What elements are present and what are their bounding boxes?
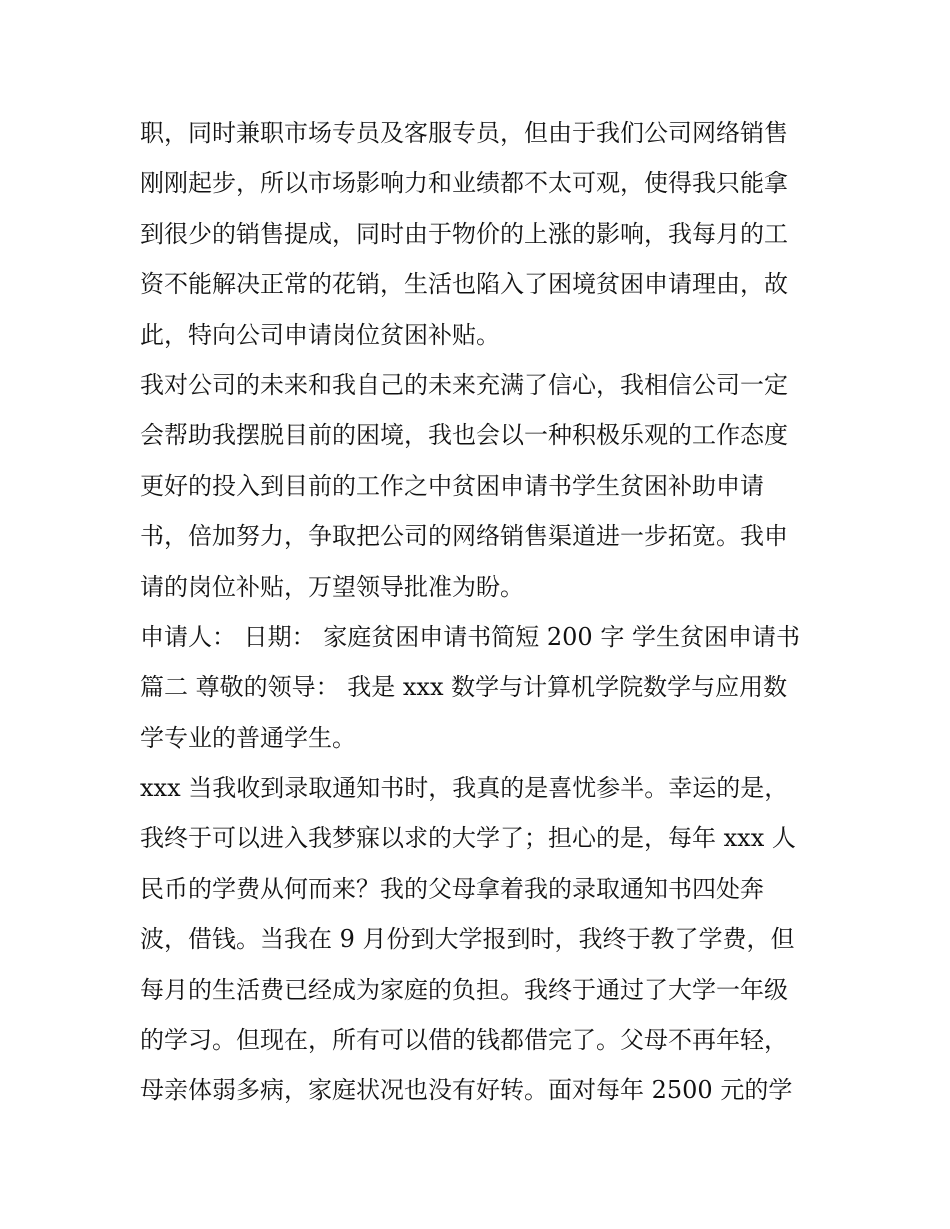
text-line: 到很少的销售提成，同时由于物价的上涨的影响，我每月的工 [140,219,788,248]
text-line: 此，特向公司申请岗位贫困补贴。 [140,320,500,349]
text-line: 我终于可以进入我梦寐以求的大学了；担心的是，每年 xxx 人 [140,824,796,853]
text-line: 申请人： 日期： 家庭贫困申请书简短 200 字 学生贫困申请书 [140,622,800,651]
text-line: 波，借钱。当我在 9 月份到大学报到时，我终于教了学费，但 [140,925,795,954]
text-line: 刚刚起步，所以市场影响力和业绩都不太可观，使得我只能拿 [140,169,788,198]
paragraph [140,612,820,763]
text-line: 篇二 尊敬的领导： 我是 xxx 数学与计算机学院数学与应用数 [140,673,788,702]
text-line: 会帮助我摆脱目前的困境，我也会以一种积极乐观的工作态度 [140,421,788,450]
text-line: 请的岗位补贴，万望领导批准为盼。 [140,572,524,601]
text-line: 职，同时兼职市场专员及客服专员，但由于我们公司网络销售 [140,119,788,147]
text-line: 学专业的普通学生。 [140,723,356,752]
paragraph [140,360,820,612]
text-line: 民币的学费从何而来？我的父母拿着我的录取通知书四处奔 [140,874,764,903]
text-line: 书，倍加努力，争取把公司的网络销售渠道进一步拓宽。我申 [140,522,788,551]
paragraph [140,108,820,360]
text-line: 更好的投入到目前的工作之中贫困申请书学生贫困补助申请 [140,471,764,500]
text-line: 的学习。但现在，所有可以借的钱都借完了。父母不再年轻， [140,1026,788,1055]
paragraph [140,763,820,1116]
text-line: 母亲体弱多病，家庭状况也没有好转。面对每年 2500 元的学 [140,1076,793,1105]
document-body [140,108,820,1116]
text-line: 我对公司的未来和我自己的未来充满了信心，我相信公司一定 [140,370,788,399]
text-line: 资不能解决正常的花销，生活也陷入了困境贫困申请理由，故 [140,270,788,299]
text-line: xxx 当我收到录取通知书时，我真的是喜忧参半。幸运的是， [140,774,789,803]
text-line: 每月的生活费已经成为家庭的负担。我终于通过了大学一年级 [140,975,788,1004]
